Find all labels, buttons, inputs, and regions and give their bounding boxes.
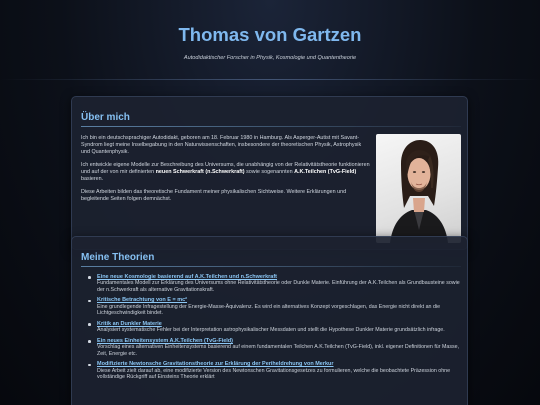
- about-p2-bold-2: A.K.Teilchen (TvG-Field): [294, 169, 357, 176]
- theory-description: Analysiert systematische Fehler bei der Interpretation astrophysikalischer Messdaten und stellt die Hypothese Dunkler Materie grundsätzlich infrage.: [97, 327, 445, 334]
- theory-description: Eine grundlegende Infragestellung der Energie-Masse-Äquivalenz. Es wird ein alternatives Konzept vorgeschlagen, das Energie nicht direkt an die Lichtgeschwindigkeit bindet.: [97, 303, 441, 317]
- portrait-illustration: [376, 134, 461, 243]
- about-card: [71, 96, 468, 250]
- about-paragraph-3: Diese Arbeiten bilden das theoretische Fundament meiner physikalischen Sichtweise. Weitere Erklärungen und begleitende Seiten folgen demnächst.: [81, 189, 347, 203]
- about-p2-text-1: Ich entwickle eigene Modelle zur Beschreibung des Universums, die unabhängig von der Relativitätstheorie funktionieren und auf der von mir definierten: [81, 162, 370, 176]
- about-paragraph-1: Ich bin ein deutschsprachiger Autodidakt, geboren am 18. Februar 1980 in Hamburg. Als Asperger-Autist mit Savant-Syndrom liegt meine Inselbegabung in den Naturwissenschaften, insbesondere der theoretischen Physik, Astrophysik und Quantenphysik.: [81, 135, 362, 155]
- about-heading-rule: [81, 126, 461, 127]
- theory-item: [87, 274, 461, 293]
- theory-list: [87, 274, 461, 385]
- theory-description: Fundamentales Modell zur Erklärung des Universums ohne Relativitätstheorie oder Dunkle Materie. Einführung der A.K.Teilchen als Grundbausteine sowie der n.Schwerkraft als alternative Gravitationskraft.: [97, 280, 460, 293]
- about-p2-text-2: sowie sogenannten: [244, 169, 295, 176]
- portrait-photo: [376, 134, 461, 243]
- site-subtitle: Autodidaktischer Forscher in Physik, Kosmologie und Quantentheorie: [183, 55, 357, 61]
- theory-item: [87, 321, 461, 334]
- about-paragraph-2: [81, 162, 371, 183]
- about-p2-bold-1: neuen Schwerkraft (n.Schwerkraft): [155, 169, 245, 176]
- theory-item: [87, 338, 461, 357]
- about-heading: Über mich: [81, 112, 130, 123]
- theories-card: [71, 236, 468, 405]
- about-p2-text-3: basieren.: [81, 176, 104, 183]
- theory-link-unit-system[interactable]: Ein neues Einheitensystem A.K.Teilchen (TvG-Field): [97, 337, 233, 344]
- theory-link-modified-newtonian-gravity[interactable]: Modifizierte Newtonsche Gravitationstheorie zur Erklärung der Periheldrehung von Merkur: [97, 361, 334, 368]
- theory-item: [87, 297, 461, 316]
- header-divider: [0, 79, 540, 80]
- theory-link-new-cosmology[interactable]: Eine neue Kosmologie basierend auf A.K.Teilchen und n.Schwerkraft: [97, 274, 278, 280]
- theories-heading: Meine Theorien: [81, 252, 155, 263]
- theory-link-dark-matter-critique[interactable]: Kritik an Dunkler Materie: [97, 320, 162, 327]
- theories-heading-rule: [81, 266, 461, 267]
- about-text: [81, 135, 371, 210]
- site-title: Thomas von Gartzen: [178, 24, 362, 45]
- theory-description: Diese Arbeit zielt darauf ab, eine modifizierte Version des Newtonschen Gravitationsgesetzes zu formulieren, welche die beobachtete Präzession ohne vollständige Rückgriff auf Einsteins Theorie erklärt: [97, 367, 451, 381]
- theory-item: [87, 361, 461, 380]
- theory-link-emc2-critique[interactable]: Kritische Betrachtung von E = mc²: [97, 297, 188, 304]
- theory-description: Vorschlag eines alternativen Einheitensystems basierend auf einem fundamentalen Teilchen A.K.Teilchen (TvG-Field), inkl. eigener Definitionen für Masse, Zeit, Energie etc.: [97, 344, 460, 357]
